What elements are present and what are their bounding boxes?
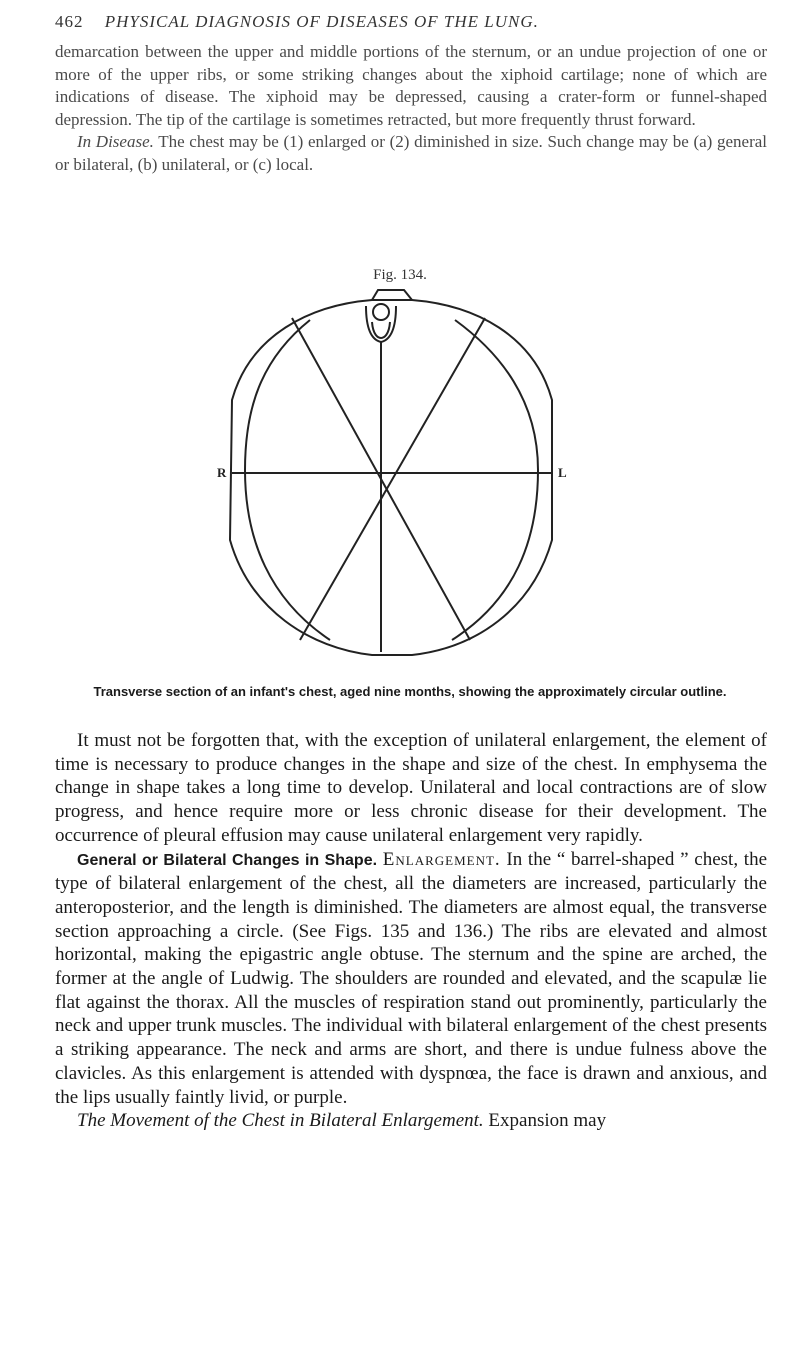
movement-heading: The Movement of the Chest in Bilateral Enlargement. (77, 1110, 484, 1132)
left-side-marker: L (558, 465, 567, 480)
spine (366, 306, 396, 342)
right-side-marker: R (217, 465, 227, 480)
main-text (55, 729, 767, 1133)
paragraph-time-element: It must not be forgotten that, with the exception of unilateral enlargement, the element of time is necessary to produce changes in the shape and size of the chest. In emphysema the change in shape takes a long time to develop. Unilateral and local contractions are of slow progress, and hence require more or less chronic disease for their development. The occurrence of pleural effusion may cause unilateral enlargement very rapidly. (55, 730, 767, 846)
running-head (55, 12, 755, 32)
enlargement-subheading: Enlargement. (382, 848, 501, 870)
continued-paragraph: demarcation between the upper and middle portions of the sternum, or an undue projection of one or more of the upper ribs, or some striking changes about the xiphoid cartilage; none of which are indications of disease. The xiphoid may be depressed, causing a crater-form or funnel-shaped depression. The tip of the cartilage is sometimes retracted, but more frequently thrust forward. (55, 42, 767, 129)
page-number: 462 (55, 12, 84, 31)
sternum-mark (372, 290, 412, 300)
general-changes-text: In the “ barrel-shaped ” chest, the type of bilateral enlargement of the chest, all the diameters are increased, particularly the anteroposterior, and the length is diminished. The diameters are almost equal, the transverse section approaching a circle. (See Figs. 135 and 136.) The ribs are elevated and almost horizontal, making the epigastric angle obtuse. The sternum and the spine are arched, the former at the angle of Ludwig. The shoulders are rounded and elevated, and the scapulæ lie flat against the thorax. All the muscles of respiration stand out prominently, particularly the neck and upper trunk muscles. The individual with bilateral enlargement of the chest presents a striking appearance. The neck and arms are short, and there is undue fulness above the clavicles. As this enlargement is attended with dyspnœa, the face is drawn and anxious, and the lips usually faintly livid, or purple. (55, 848, 767, 1108)
diagonal-line-right (300, 318, 485, 640)
paragraph-movement (55, 1109, 767, 1133)
inner-curve-left (245, 320, 330, 640)
disease-text: The chest may be (1) enlarged or (2) diminished in size. Such change may be (a) general or bilateral, (b) unilateral, or (c) local. (55, 132, 767, 174)
disease-heading: In Disease. (77, 132, 154, 152)
top-small-text (55, 41, 767, 177)
disease-paragraph (55, 131, 767, 176)
inner-curve-right (452, 320, 538, 640)
running-title: PHYSICAL DIAGNOSIS OF DISEASES OF THE LUNG. (104, 12, 539, 31)
chest-section-figure (217, 283, 567, 683)
movement-text: Expansion may (488, 1110, 607, 1132)
spinal-canal (373, 304, 389, 320)
paragraph-general-changes (55, 848, 767, 1110)
general-changes-heading: General or Bilateral Changes in Shape. (77, 851, 378, 869)
figure-caption: Transverse section of an infant's chest, aged nine months, showing the approximately circular outline. (93, 684, 727, 699)
figure-label: Fig. 134. (373, 267, 427, 283)
spine-inner (372, 322, 390, 338)
